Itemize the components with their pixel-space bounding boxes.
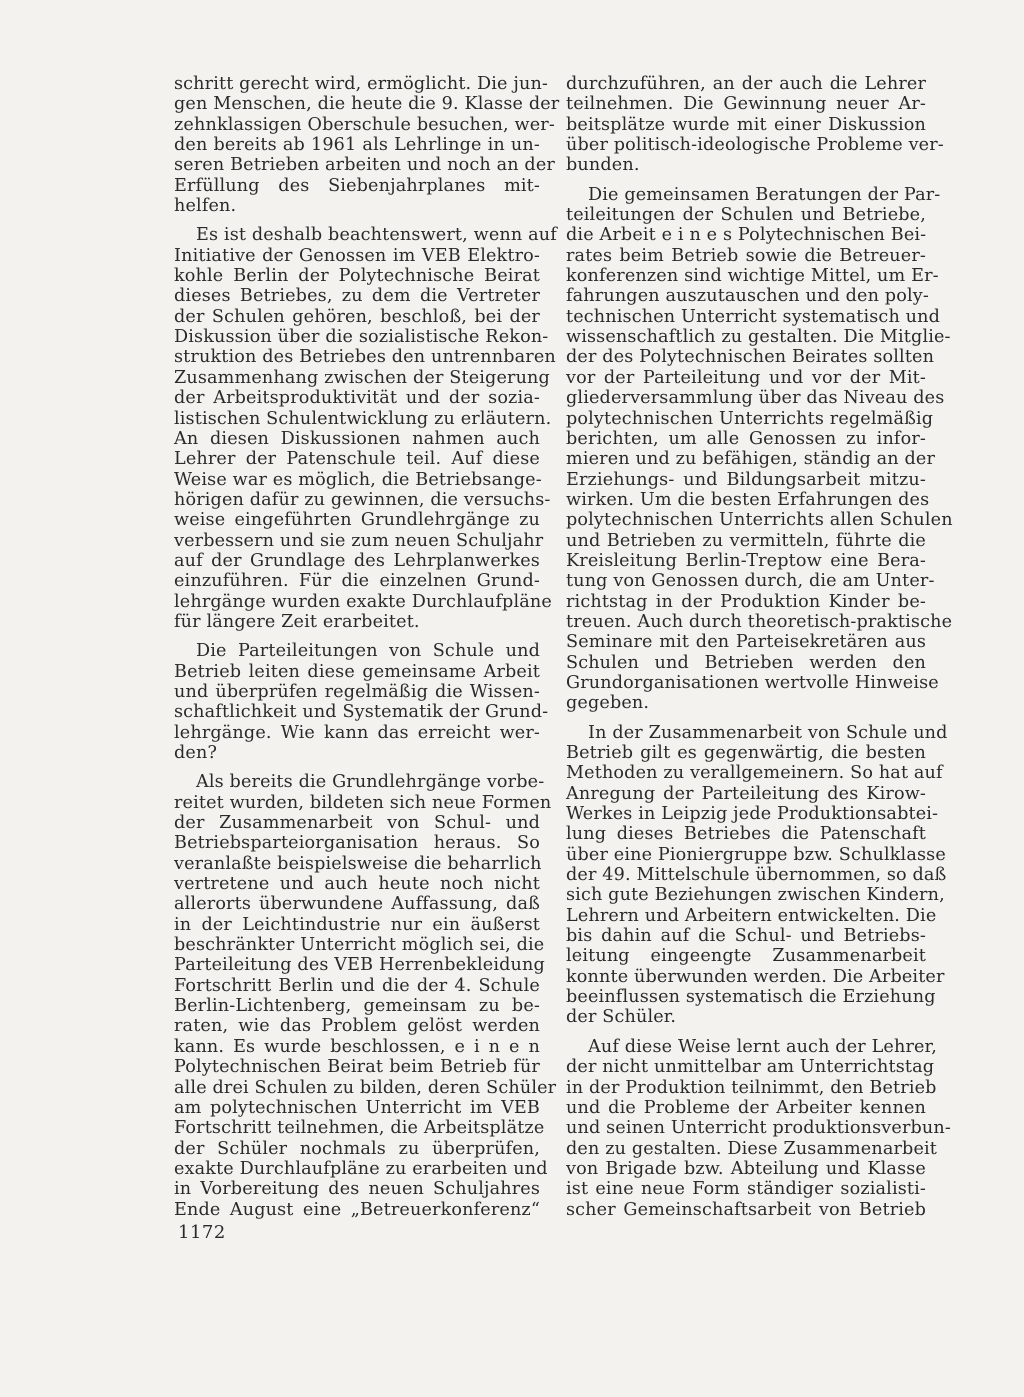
text-line: der 49. Mittelschule übernommen, so daß — [566, 865, 947, 886]
text-line: weise eingeführten Grundlehrgänge zu — [174, 510, 540, 531]
text-line: für längere Zeit erarbeitet. — [174, 611, 420, 632]
text-line: von Brigade bzw. Abteilung und Klasse — [566, 1158, 926, 1179]
text-line: In der Zusammenarbeit von Schule und — [588, 722, 948, 743]
text-line: Kreisleitung Berlin-Treptow eine Bera- — [566, 550, 926, 571]
text-line: Weise war es möglich, die Betriebsange- — [174, 469, 542, 490]
text-line: Anregung der Parteileitung des Kirow- — [566, 783, 926, 804]
text-line: rates beim Betrieb sowie die Betreuer- — [566, 245, 926, 266]
text-line: technischen Unterricht systematisch und — [566, 306, 941, 327]
text-line: Fortschritt teilnehmen, die Arbeitsplätze — [174, 1118, 545, 1139]
text-line: und seinen Unterricht produktionsverbun- — [566, 1118, 951, 1139]
text-line: der Arbeitsproduktivität und der sozia- — [174, 388, 540, 409]
page-number: 1172 — [178, 1222, 226, 1243]
paragraph — [566, 74, 944, 176]
paragraph — [566, 1036, 951, 1220]
text-line: Lehrern und Arbeitern entwickelten. Die — [566, 905, 937, 926]
text-line: berichten, um alle Genossen zu infor- — [566, 428, 926, 449]
paragraph — [566, 722, 948, 1028]
text-line: Initiative der Genossen im VEB Elektro- — [174, 245, 540, 266]
text-line: gegeben. — [566, 693, 650, 714]
text-line: Zusammenhang zwischen der Steigerung — [174, 367, 550, 388]
text-line: schritt gerecht wird, ermöglicht. Die jun- — [174, 74, 549, 94]
text-line: Polytechnischen Beirat beim Betrieb für — [174, 1057, 540, 1078]
text-line: hörigen dafür zu gewinnen, die versuchs- — [174, 489, 551, 510]
text-line: seren Betrieben arbeiten und noch an der — [174, 155, 555, 176]
text-line: beeinflussen systematisch die Erziehung — [566, 987, 936, 1008]
text-line: reitet wurden, bildeten sich neue Formen — [174, 792, 552, 813]
text-line: lehrgänge. Wie kann das erreicht wer- — [174, 722, 540, 743]
paragraph — [174, 225, 557, 632]
text-line: vertretene und auch heute noch nicht — [174, 874, 540, 895]
text-line: alle drei Schulen zu bilden, deren Schüler — [174, 1077, 557, 1098]
text-line: schaftlichkeit und Systematik der Grund- — [174, 702, 549, 723]
text-line: lehrgänge wurden exakte Durchlaufpläne — [174, 591, 552, 612]
text-line: Betriebsparteiorganisation heraus. So — [174, 833, 540, 854]
text-line: in der Produktion teilnimmt, den Betrieb — [566, 1077, 937, 1098]
text-line: polytechnischen Unterrichts allen Schulen — [566, 510, 953, 531]
text-line: die Arbeit e i n e s Polytechnischen Bei- — [566, 225, 927, 246]
text-line: exakte Durchlaufpläne zu erarbeiten und — [174, 1158, 548, 1179]
text-line: Betrieb gilt es gegenwärtig, die besten — [566, 743, 926, 763]
text-line: helfen. — [174, 196, 237, 217]
text-line: kann. Es wurde beschlossen, e i n e n — [174, 1036, 540, 1057]
text-line: über politisch-ideologische Probleme ver- — [566, 135, 944, 156]
text-line: scher Gemeinschaftsarbeit von Betrieb — [566, 1199, 926, 1220]
text-line: Auf diese Weise lernt auch der Lehrer, — [588, 1036, 937, 1057]
paragraph-gap — [566, 714, 926, 723]
paragraph-gap — [174, 216, 540, 225]
text-line: der Zusammenarbeit von Schul- und — [174, 813, 540, 834]
text-line: Ende August eine „Betreuerkonferenz“ — [174, 1199, 540, 1220]
text-line: Erfüllung des Siebenjahrplanes mit- — [174, 175, 540, 196]
text-line: struktion des Betriebes den untrennbaren — [174, 347, 556, 368]
text-line: einzuführen. Für die einzelnen Grund- — [174, 571, 540, 592]
text-line: Als bereits die Grundlehrgänge vorbe- — [196, 772, 545, 793]
text-line: Werkes in Leipzig jede Produktionsabtei- — [566, 804, 939, 825]
text-line: durchzuführen, an der auch die Lehrer — [566, 74, 926, 94]
text-line: in der Leichtindustrie nur ein äußerst — [174, 914, 540, 935]
text-line: und die Probleme der Arbeiter kennen — [566, 1097, 926, 1118]
paragraph — [566, 184, 953, 714]
text-line: teileitungen der Schulen und Betriebe, — [566, 205, 926, 226]
text-line: der Schüler. — [566, 1007, 677, 1028]
text-line: Die gemeinsamen Beratungen der Par- — [588, 184, 941, 205]
text-line: am polytechnischen Unterricht im VEB — [174, 1097, 540, 1118]
text-line: kohle Berlin der Polytechnische Beirat — [174, 266, 540, 287]
text-line: sich gute Beziehungen zwischen Kindern, — [566, 885, 945, 906]
text-line: polytechnischen Unterrichts regelmäßig — [566, 408, 934, 429]
text-line: konferenzen sind wichtige Mittel, um Er- — [566, 266, 939, 287]
text-line: Parteileitung des VEB Herrenbekleidung — [174, 955, 545, 976]
paragraph — [174, 772, 557, 1220]
text-line: Die Parteileitungen von Schule und — [196, 641, 540, 662]
text-line: verbessern und sie zum neuen Schuljahr — [174, 530, 544, 551]
text-line: in Vorbereitung des neuen Schuljahres — [174, 1179, 540, 1200]
text-line: fahrungen auszutauschen und den poly- — [566, 286, 929, 307]
paragraph-gap — [174, 632, 540, 641]
text-line: leitung eingeengte Zusammenarbeit — [566, 946, 926, 967]
text-line: gen Menschen, die heute die 9. Klasse der — [174, 94, 560, 115]
text-line: der des Polytechnischen Beirates sollten — [566, 347, 935, 368]
text-line: treuen. Auch durch theoretisch-praktische — [566, 611, 953, 632]
text-line: richtstag in der Produktion Kinder be- — [566, 591, 926, 612]
text-line: den bereits ab 1961 als Lehrlinge in un- — [174, 135, 540, 156]
text-line: Lehrer der Patenschule teil. Auf diese — [174, 449, 540, 470]
paragraph — [174, 641, 549, 763]
text-line: bunden. — [566, 155, 640, 176]
text-line: Erziehungs- und Bildungsarbeit mitzu- — [566, 469, 926, 490]
text-line: auf der Grundlage des Lehrplanwerkes — [174, 550, 540, 571]
text-line: Berlin-Lichtenberg, gemeinsam zu be- — [174, 996, 540, 1017]
text-line: Methoden zu verallgemeinern. So hat auf — [566, 763, 943, 784]
text-line: allerorts überwundene Auffassung, daß — [174, 894, 540, 915]
text-line: raten, wie das Problem gelöst werden — [174, 1016, 540, 1037]
text-line: der Schulen gehören, beschloß, bei der — [174, 306, 540, 327]
paragraph-gap — [174, 763, 540, 772]
text-line: listischen Schulentwicklung zu erläutern. — [174, 408, 552, 429]
text-line: und überprüfen regelmäßig die Wissen- — [174, 681, 540, 702]
text-line: beschränkter Unterricht möglich sei, die — [174, 935, 545, 956]
paragraph — [174, 74, 560, 217]
text-line: über eine Pioniergruppe bzw. Schulklasse — [566, 844, 946, 865]
text-line: dieses Betriebes, zu dem die Vertreter — [174, 286, 540, 307]
text-line: zehnklassigen Oberschule besuchen, wer- — [174, 114, 555, 135]
text-line: Diskussion über die sozialistische Rekon- — [174, 327, 549, 348]
text-line: Schulen und Betrieben werden den — [566, 652, 926, 673]
paragraph-gap — [566, 1028, 926, 1037]
text-line: beitsplätze wurde mit einer Diskussion — [566, 114, 926, 135]
text-line: ist eine neue Form ständiger sozialisti- — [566, 1179, 926, 1200]
text-line: Betrieb leiten diese gemeinsame Arbeit — [174, 661, 540, 682]
text-line: bis dahin auf die Schul- und Betriebs- — [566, 926, 926, 947]
text-line: konnte überwunden werden. Die Arbeiter — [566, 966, 945, 987]
text-line: veranlaßte beispielsweise die beharrlich — [174, 853, 542, 874]
text-line: Es ist deshalb beachtenswert, wenn auf — [196, 225, 557, 246]
left-column — [174, 74, 560, 1220]
text-line: tung von Genossen durch, die am Unter- — [566, 571, 935, 592]
paragraph-gap — [566, 176, 926, 185]
text-line: Fortschritt Berlin und die der 4. Schule — [174, 975, 540, 996]
text-line: wissenschaftlich zu gestalten. Die Mitglie- — [566, 327, 951, 348]
text-line: vor der Parteileitung und vor der Mit- — [566, 367, 926, 388]
text-line: Grundorganisationen wertvolle Hinweise — [566, 672, 939, 693]
text-line: lung dieses Betriebes die Patenschaft — [566, 824, 926, 845]
text-line: der nicht unmittelbar am Unterrichtstag — [566, 1057, 935, 1078]
text-line: teilnehmen. Die Gewinnung neuer Ar- — [566, 94, 926, 115]
text-line: gliederversammlung über das Niveau des — [566, 388, 945, 409]
text-line: mieren und zu befähigen, ständig an der — [566, 449, 936, 470]
text-line: der Schüler nochmals zu überprüfen, — [174, 1138, 540, 1159]
text-line: den zu gestalten. Diese Zusammenarbeit — [566, 1138, 938, 1159]
text-line: wirken. Um die besten Erfahrungen des — [566, 489, 930, 510]
text-line: An diesen Diskussionen nahmen auch — [174, 428, 540, 449]
text-line: und Betrieben zu vermitteln, führte die — [566, 530, 926, 551]
text-line: Seminare mit den Parteisekretären aus — [566, 632, 926, 653]
right-column — [566, 74, 953, 1220]
text-line: den? — [174, 743, 218, 763]
